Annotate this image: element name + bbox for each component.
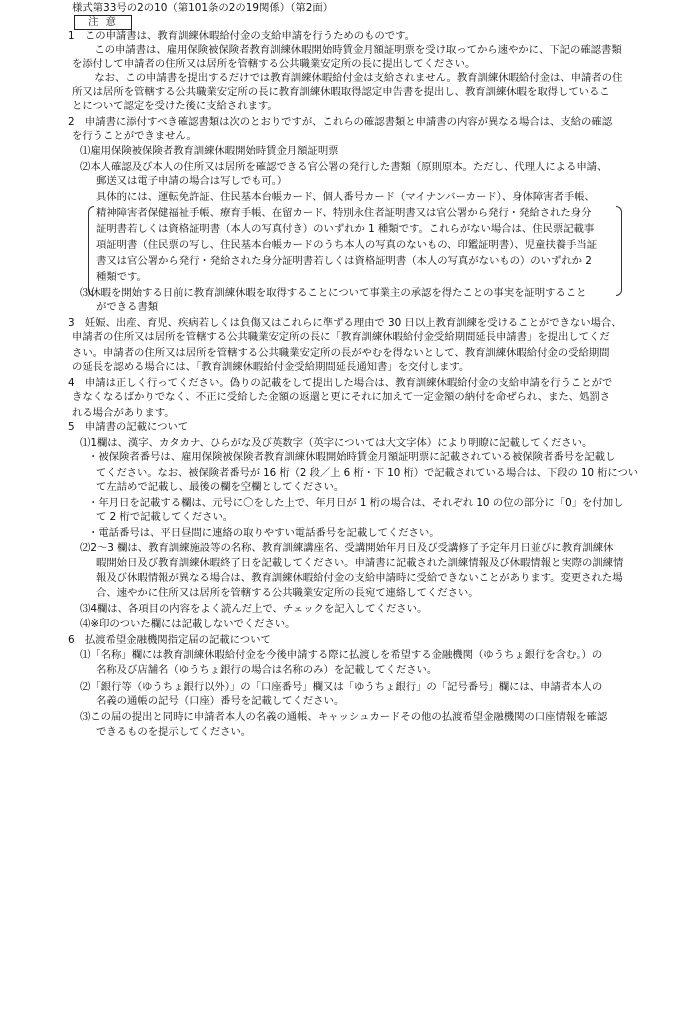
text-line: ⑴1欄は、漢字、カタカナ、ひらがな及び英数字（英字については大文字体）により明瞭に記載してください。 [80, 437, 593, 449]
text-line: 4 申請は正しく行ってください。偽りの記載をして提出した場合は、教育訓練休暇給付金の支給申請を行うことがで [68, 377, 613, 389]
text-line: 5 申請書の記載について [68, 421, 189, 433]
text-line: を行うことができません。 [72, 130, 197, 142]
caution-label: 注 意 [74, 15, 132, 30]
text-line: ・被保険者番号は、雇用保険被保険者教育訓練休暇開始時賃金月額証明票に記載されている被保険者番号を記載し [88, 451, 616, 463]
text-line: 申請者の住所又は居所を管轄する公共職業安定所の長に「教育訓練休暇給付金受給期間延長申請書」を提出してくだ [72, 331, 610, 343]
text-line: 書又は官公署から発行・発給された身分証明書若しくは資格証明書（本人の写真がないもの）のいずれか 2 [96, 255, 592, 267]
text-line: ⑶この届の提出と同時に申請者本人の名義の通帳、キャッシュカードその他の払渡希望金融機関の口座情報を確認 [80, 711, 608, 723]
text-line: 2 申請書に添付すべき確認書類は次のとおりですが、これらの確認書類と申請書の内容が異なる場合は、支給の確認 [68, 116, 613, 128]
text-line: 暇開始日及び教育訓練休暇終了日を記載してください。申請書に記載された訓練情報及び休暇情報と実際の訓練情 [96, 557, 624, 569]
text-line: 所又は居所を管轄する公共職業安定所の長に教育訓練休暇取得認定申告書を提出し、教育訓練休暇を取得しているこ [72, 86, 610, 98]
text-line: 1 この申請書は、教育訓練休暇給付金の支給申請を行うためのものです。 [68, 30, 415, 42]
text-line: ができる書類 [96, 301, 159, 313]
text-line: この申請書は、雇用保険被保険者教育訓練休暇開始時賃金月額証明票を受け取ってから速やかに、下記の確認書類 [84, 44, 622, 56]
text-line: の延長を認める場合には、「教育訓練休暇給付金受給期間延長通知書」を交付します。 [72, 361, 470, 373]
text-line: 名称及び店舗名（ゆうちょ銀行の場合は名称のみ）を記載してください。 [96, 664, 438, 676]
text-line: ⑵「銀行等（ゆうちょ銀行以外）」の「口座番号」欄又は「ゆうちょ銀行」の「記号番号」欄には、申請者本人の [80, 681, 603, 693]
text-line: ⑵2～3 欄は、教育訓練施設等の名称、教育訓練講座名、受講開始年月日及び受講修了予定年月日並びに教育訓練休 [80, 542, 614, 554]
text-line: 郵送又は電子申請の場合は写しでも可。） [96, 175, 288, 187]
text-line: 具体的には、運転免許証、住民基本台帳カード、個人番号カード（マイナンバーカード）、身体障害者手帳、 [96, 191, 595, 203]
text-line: さい。申請者の住所又は居所を管轄する公共職業安定所の長がやむを得ないとして、教育訓練休暇給付金の受給期間 [72, 347, 610, 359]
bracket-left [88, 206, 94, 296]
text-line: 精神障害者保健福祉手帳、療育手帳、在留カード、特別永住者証明書又は官公署から発行・発給された身分 [96, 207, 592, 219]
text-line: ⑶休暇を開始する日前に教育訓練休暇を取得することについて事業主の承認を得たことの事実を証明すること [80, 287, 587, 299]
text-line: ・年月日を記載する欄は、元号に〇をした上で、年月日が 1 桁の場合は、それぞれ 10 の位の部分に「0」を付加し [88, 497, 624, 509]
text-line: 合、速やかに住所又は居所を管轄する公共職業安定所の長宛て連絡してください。 [96, 587, 479, 599]
text-line: ⑴「名称」欄には教育訓練休暇給付金を今後申請する際に払渡しを希望する金融機関（ゆうちょ銀行を含む。）の [80, 649, 603, 661]
text-line: 3 妊娠、出産、育児、疾病若しくは負傷又はこれらに準ずる理由で 30 日以上教育訓練を受けることができない場合、 [68, 317, 622, 329]
text-line: 種類です。 [96, 271, 147, 283]
text-line: ⑷※印のついた欄には記載しないでください。 [80, 618, 296, 630]
text-line: きなくなるばかりでなく、不正に受給した金額の返還と更にそれに加えて一定金額の納付を命ぜられ、また、処罰さ [72, 391, 611, 403]
text-line: を添付して申請者の住所又は居所を管轄する公共職業安定所の長に提出してください。 [72, 58, 476, 70]
text-line: とについて認定を受けた後に支給されます。 [72, 100, 278, 112]
form-number: 様式第33号の2の10（第101条の2の19関係）（第2面） [72, 2, 334, 14]
text-line: できるものを提示してください。 [96, 726, 252, 738]
text-line: 証明書若しくは資格証明書（本人の写真付き）のいずれか 1 種類です。これらがない場合は、住民票記載事 [96, 223, 595, 235]
text-line: てください。なお、被保険者番号が 16 桁（2 段／上 6 桁・下 10 桁）で記載されている場合は、下段の 10 桁につい [96, 467, 638, 479]
text-line: ・電話番号は、平日昼間に連絡の取りやすい電話番号を記載してください。 [88, 527, 440, 539]
text-line: ⑴雇用保険被保険者教育訓練休暇開始時賃金月額証明票 [80, 145, 339, 157]
text-line: なお、この申請書を提出するだけでは教育訓練休暇給付金は支給されません。教育訓練休暇給付金は、申請者の住 [84, 72, 623, 84]
text-line: 名義の通帳の記号（口座）番号を記載してください。 [96, 695, 345, 707]
text-line: て左詰めで記載し、最後の欄を空欄としてください。 [96, 481, 345, 493]
text-line: 項証明書（住民票の写し、住民基本台帳カードのうち本人の写真のないもの、印鑑証明書）、児童扶養手当証 [96, 239, 598, 251]
text-line: ⑶4欄は、各項目の内容をよく読んだ上で、チェックを記入してください。 [80, 603, 428, 615]
text-line: ⑵本人確認及び本人の住所又は居所を確認できる官公署の発行した書類（原則原本。ただし、代理人による申請、 [80, 161, 608, 173]
text-line: て 2 桁で記載してください。 [96, 511, 234, 523]
bracket-right [616, 206, 622, 296]
text-line: 報及び休暇情報が異なる場合は、教育訓練休暇給付金の支給申請時に受給できないことがあります。変更された場 [96, 572, 623, 584]
text-line: れる場合があります。 [72, 407, 175, 419]
text-line: 6 払渡希望金融機関指定届の記載について [68, 634, 271, 646]
